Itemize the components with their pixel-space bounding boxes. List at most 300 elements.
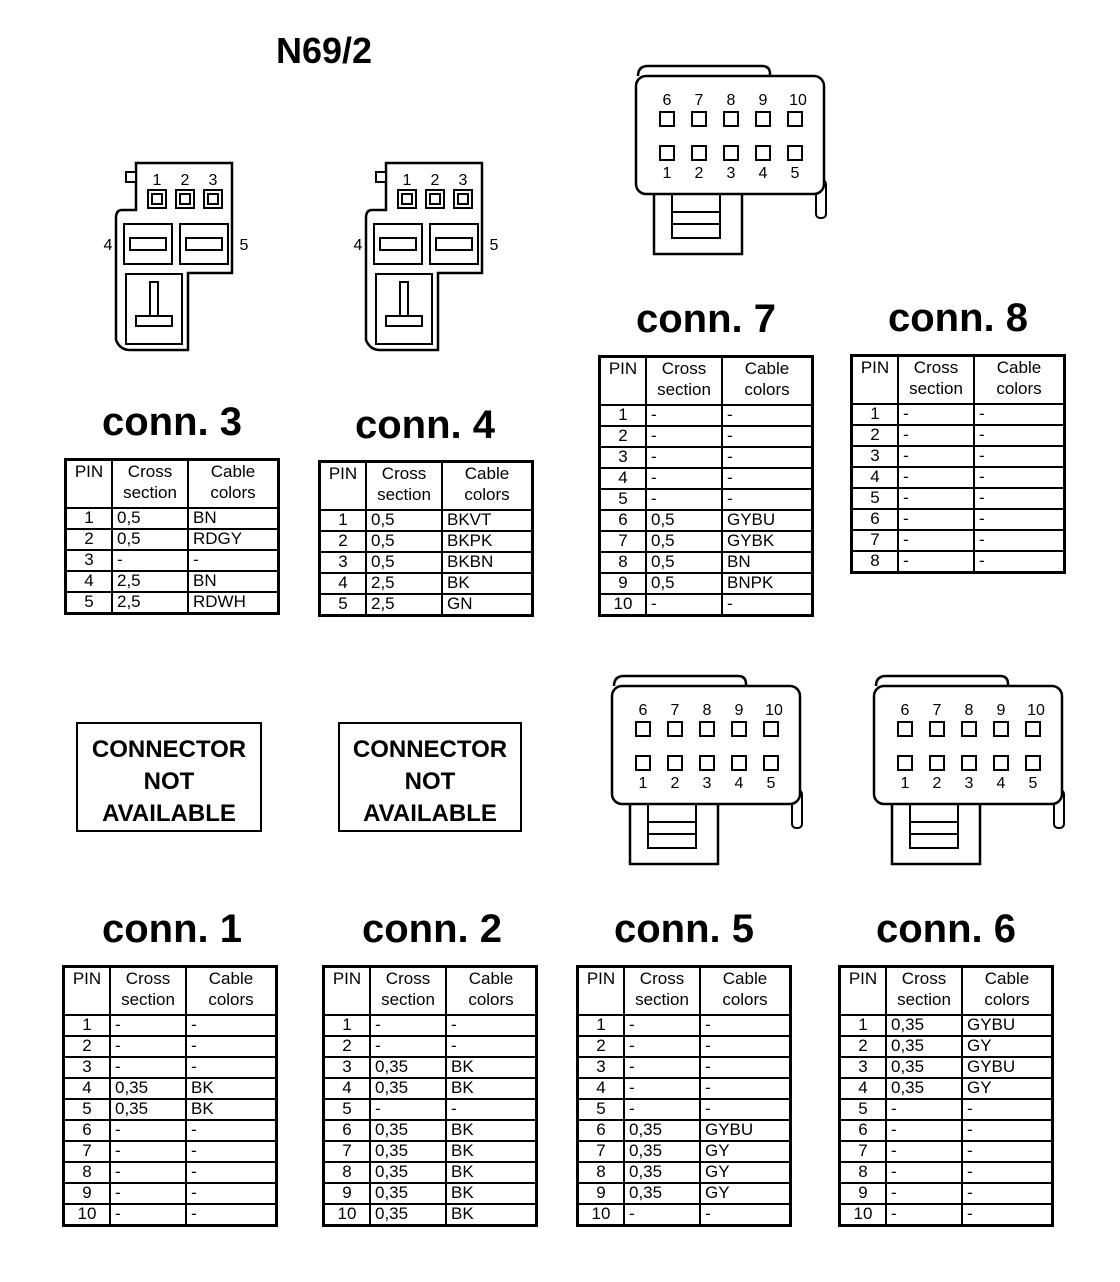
- cable-color-value: -: [962, 1162, 1053, 1183]
- table-header-row: [600, 357, 813, 406]
- connector-6-pin-table: [838, 965, 1054, 1227]
- cable-color-value: GYBU: [962, 1057, 1053, 1078]
- cross-section-value: -: [624, 1204, 700, 1226]
- cross-section-value: 0,35: [624, 1120, 700, 1141]
- pin-label: 2: [694, 165, 704, 182]
- cross-section-value: -: [110, 1036, 186, 1057]
- connector-7-title: conn. 7: [636, 297, 777, 341]
- cable-color-value: BK: [186, 1078, 277, 1099]
- cross-section-value: 0,35: [886, 1078, 962, 1099]
- table-row: [600, 552, 813, 573]
- pin-number: 6: [64, 1120, 111, 1141]
- cable-color-value: -: [186, 1015, 277, 1036]
- cable-color-value: -: [974, 467, 1065, 488]
- table-row: [64, 1099, 277, 1120]
- pin-label: 9: [734, 702, 744, 719]
- table-row: [578, 1015, 791, 1036]
- table-row: [840, 1099, 1053, 1120]
- cross-section-value: -: [624, 1015, 700, 1036]
- header-cross-section: Cross section: [366, 462, 442, 511]
- table-row: [852, 488, 1065, 509]
- table-row: [852, 551, 1065, 573]
- cross-section-value: 0,5: [366, 510, 442, 531]
- pin-number: 2: [66, 529, 113, 550]
- pin-label: 5: [790, 165, 800, 182]
- connector-3-pin-table: [64, 458, 280, 615]
- pin-number: 4: [840, 1078, 887, 1099]
- not-available-line: CONNECTOR: [91, 736, 247, 763]
- pin-label: 10: [765, 702, 783, 719]
- table-header-row: [578, 967, 791, 1016]
- cross-section-value: 0,35: [370, 1183, 446, 1204]
- pin-number: 6: [600, 510, 647, 531]
- cross-section-value: -: [898, 530, 974, 551]
- cross-section-value: -: [624, 1099, 700, 1120]
- cable-color-value: -: [186, 1036, 277, 1057]
- not-available-line: NOT: [404, 768, 456, 795]
- cross-section-value: 0,35: [370, 1141, 446, 1162]
- header-pin: PIN: [600, 357, 647, 406]
- cable-color-value: -: [722, 426, 813, 447]
- table-row: [578, 1078, 791, 1099]
- cable-color-value: BK: [446, 1057, 537, 1078]
- table-row: [64, 1015, 277, 1036]
- pin-number: 5: [578, 1099, 625, 1120]
- pin-number: 1: [324, 1015, 371, 1036]
- connector-1-title: conn. 1: [102, 907, 243, 951]
- cable-color-value: RDGY: [188, 529, 279, 550]
- table-row: [320, 531, 533, 552]
- connector-1-not-available: [76, 722, 262, 832]
- table-row: [840, 1162, 1053, 1183]
- cable-color-value: -: [186, 1183, 277, 1204]
- cross-section-value: 0,5: [112, 529, 188, 550]
- cable-color-value: GN: [442, 594, 533, 616]
- cross-section-value: 0,35: [624, 1141, 700, 1162]
- pin-number: 1: [600, 405, 647, 426]
- connector-2-pin-table: [322, 965, 538, 1227]
- cross-section-value: 0,5: [646, 531, 722, 552]
- pin-number: 9: [840, 1183, 887, 1204]
- pin-number: 10: [64, 1204, 111, 1226]
- cross-section-value: 0,5: [646, 552, 722, 573]
- not-available-line: NOT: [143, 768, 195, 795]
- table-row: [320, 594, 533, 616]
- connector-4-title: conn. 4: [355, 403, 496, 447]
- cable-color-value: -: [700, 1057, 791, 1078]
- cable-color-value: -: [700, 1015, 791, 1036]
- pin-number: 4: [64, 1078, 111, 1099]
- cross-section-value: 0,5: [646, 573, 722, 594]
- pin-label: 4: [103, 237, 113, 254]
- header-pin: PIN: [320, 462, 367, 511]
- cable-color-value: BK: [186, 1099, 277, 1120]
- cross-section-value: 0,35: [110, 1078, 186, 1099]
- header-pin: PIN: [64, 967, 111, 1016]
- cross-section-value: -: [646, 405, 722, 426]
- table-row: [324, 1183, 537, 1204]
- table-row: [324, 1099, 537, 1120]
- pin-label: 2: [430, 172, 440, 189]
- pin-number: 7: [578, 1141, 625, 1162]
- cable-color-value: GY: [962, 1078, 1053, 1099]
- cross-section-value: -: [898, 551, 974, 573]
- pin-number: 10: [578, 1204, 625, 1226]
- cable-color-value: GYBU: [962, 1015, 1053, 1036]
- table-row: [840, 1141, 1053, 1162]
- pin-number: 3: [64, 1057, 111, 1078]
- table-row: [600, 489, 813, 510]
- pin-number: 3: [840, 1057, 887, 1078]
- pin-number: 7: [852, 530, 899, 551]
- connector-2-title: conn. 2: [362, 907, 503, 951]
- pin-number: 7: [600, 531, 647, 552]
- pin-number: 5: [66, 592, 113, 614]
- pin-label: 4: [734, 775, 744, 792]
- table-row: [66, 571, 279, 592]
- cross-section-value: -: [898, 425, 974, 446]
- pin-label: 8: [702, 702, 712, 719]
- cable-color-value: -: [186, 1162, 277, 1183]
- cross-section-value: -: [886, 1120, 962, 1141]
- not-available-line: AVAILABLE: [363, 800, 497, 827]
- table-header-row: [64, 967, 277, 1016]
- cable-color-value: -: [700, 1036, 791, 1057]
- pin-number: 3: [66, 550, 113, 571]
- header-cable-colors: Cable colors: [962, 967, 1053, 1016]
- table-row: [64, 1036, 277, 1057]
- cable-color-value: -: [188, 550, 279, 571]
- cross-section-value: 0,35: [886, 1036, 962, 1057]
- connector-7-drawing: [634, 62, 834, 262]
- cross-section-value: 0,35: [624, 1183, 700, 1204]
- header-cross-section: Cross section: [110, 967, 186, 1016]
- header-cable-colors: Cable colors: [188, 460, 279, 509]
- cross-section-value: 0,5: [646, 510, 722, 531]
- cable-color-value: BK: [446, 1183, 537, 1204]
- cross-section-value: 0,35: [370, 1120, 446, 1141]
- table-row: [64, 1120, 277, 1141]
- table-row: [600, 447, 813, 468]
- header-cross-section: Cross section: [370, 967, 446, 1016]
- connector-8-pin-table: [850, 354, 1066, 574]
- cross-section-value: 0,5: [112, 508, 188, 529]
- cross-section-value: -: [110, 1057, 186, 1078]
- table-header-row: [66, 460, 279, 509]
- pin-label: 7: [694, 92, 704, 109]
- cable-color-value: -: [186, 1141, 277, 1162]
- cable-color-value: GYBU: [700, 1120, 791, 1141]
- cable-color-value: -: [446, 1015, 537, 1036]
- cross-section-value: 2,5: [366, 594, 442, 616]
- pin-number: 9: [324, 1183, 371, 1204]
- cable-color-value: BK: [442, 573, 533, 594]
- cable-color-value: BN: [188, 571, 279, 592]
- table-row: [578, 1183, 791, 1204]
- table-row: [64, 1057, 277, 1078]
- connector-5-drawing: [610, 672, 810, 872]
- table-row: [324, 1057, 537, 1078]
- cable-color-value: BK: [446, 1078, 537, 1099]
- pin-number: 2: [578, 1036, 625, 1057]
- cable-color-value: RDWH: [188, 592, 279, 614]
- cable-color-value: -: [974, 551, 1065, 573]
- pin-number: 4: [320, 573, 367, 594]
- header-cross-section: Cross section: [624, 967, 700, 1016]
- connector-6-title: conn. 6: [876, 907, 1017, 951]
- cross-section-value: 0,5: [366, 531, 442, 552]
- cross-section-value: -: [886, 1141, 962, 1162]
- not-available-line: AVAILABLE: [102, 800, 236, 827]
- pin-number: 1: [64, 1015, 111, 1036]
- table-header-row: [324, 967, 537, 1016]
- cross-section-value: 2,5: [112, 592, 188, 614]
- pin-number: 1: [320, 510, 367, 531]
- pin-number: 1: [66, 508, 113, 529]
- cable-color-value: BKVT: [442, 510, 533, 531]
- cross-section-value: -: [624, 1036, 700, 1057]
- table-row: [320, 552, 533, 573]
- header-cable-colors: Cable colors: [186, 967, 277, 1016]
- table-row: [852, 404, 1065, 425]
- cable-color-value: BN: [722, 552, 813, 573]
- pin-label: 2: [180, 172, 190, 189]
- cross-section-value: -: [370, 1099, 446, 1120]
- connector-5-pin-table: [576, 965, 792, 1227]
- cross-section-value: -: [370, 1036, 446, 1057]
- cable-color-value: GY: [962, 1036, 1053, 1057]
- pin-label: 4: [758, 165, 768, 182]
- table-row: [600, 468, 813, 489]
- cable-color-value: BKBN: [442, 552, 533, 573]
- pin-number: 1: [578, 1015, 625, 1036]
- pin-number: 9: [578, 1183, 625, 1204]
- connector-1-pin-table: [62, 965, 278, 1227]
- pin-number: 1: [852, 404, 899, 425]
- table-row: [64, 1183, 277, 1204]
- table-row: [64, 1204, 277, 1226]
- connector-8-title: conn. 8: [888, 296, 1029, 340]
- cable-color-value: -: [722, 489, 813, 510]
- cross-section-value: -: [646, 447, 722, 468]
- pin-number: 4: [578, 1078, 625, 1099]
- pin-label: 3: [964, 775, 974, 792]
- cross-section-value: -: [110, 1141, 186, 1162]
- cable-color-value: -: [700, 1099, 791, 1120]
- cable-color-value: -: [722, 468, 813, 489]
- table-row: [840, 1015, 1053, 1036]
- cross-section-value: -: [898, 488, 974, 509]
- pin-label: 3: [458, 172, 468, 189]
- cross-section-value: 0,35: [886, 1015, 962, 1036]
- cross-section-value: 0,35: [624, 1162, 700, 1183]
- table-row: [64, 1162, 277, 1183]
- table-row: [600, 510, 813, 531]
- table-row: [578, 1162, 791, 1183]
- pin-label: 2: [670, 775, 680, 792]
- table-row: [320, 510, 533, 531]
- table-row: [324, 1141, 537, 1162]
- table-row: [324, 1162, 537, 1183]
- pin-number: 4: [66, 571, 113, 592]
- pin-number: 2: [600, 426, 647, 447]
- pin-number: 8: [324, 1162, 371, 1183]
- pin-label: 1: [900, 775, 910, 792]
- cable-color-value: -: [186, 1204, 277, 1226]
- connector-3-title: conn. 3: [102, 400, 243, 444]
- pin-label: 7: [932, 702, 942, 719]
- pin-number: 3: [324, 1057, 371, 1078]
- connector-2-not-available: [338, 722, 522, 832]
- pin-number: 6: [840, 1120, 887, 1141]
- table-row: [600, 594, 813, 616]
- pin-number: 8: [840, 1162, 887, 1183]
- cross-section-value: -: [898, 467, 974, 488]
- connector-6-drawing: [872, 672, 1072, 872]
- cross-section-value: -: [646, 594, 722, 616]
- table-row: [840, 1036, 1053, 1057]
- cable-color-value: BN: [188, 508, 279, 529]
- pin-label: 3: [702, 775, 712, 792]
- pin-label: 3: [208, 172, 218, 189]
- pin-number: 6: [852, 509, 899, 530]
- pin-number: 10: [324, 1204, 371, 1226]
- pin-number: 5: [324, 1099, 371, 1120]
- table-row: [578, 1141, 791, 1162]
- cable-color-value: BK: [446, 1120, 537, 1141]
- cross-section-value: 0,35: [886, 1057, 962, 1078]
- cross-section-value: -: [886, 1204, 962, 1226]
- connector-7-pin-table: [598, 355, 814, 617]
- cross-section-value: -: [624, 1078, 700, 1099]
- cross-section-value: -: [898, 509, 974, 530]
- table-row: [852, 425, 1065, 446]
- table-row: [578, 1099, 791, 1120]
- header-cross-section: Cross section: [898, 356, 974, 405]
- table-row: [324, 1078, 537, 1099]
- header-pin: PIN: [66, 460, 113, 509]
- header-cross-section: Cross section: [112, 460, 188, 509]
- pin-number: 3: [578, 1057, 625, 1078]
- pin-label: 8: [726, 92, 736, 109]
- cross-section-value: 0,35: [370, 1078, 446, 1099]
- pin-label: 10: [1027, 702, 1045, 719]
- page-title: N69/2: [276, 30, 373, 71]
- pin-label: 5: [1028, 775, 1038, 792]
- pin-number: 9: [600, 573, 647, 594]
- cross-section-value: 0,35: [370, 1162, 446, 1183]
- cable-color-value: -: [446, 1036, 537, 1057]
- cable-color-value: -: [974, 446, 1065, 467]
- header-pin: PIN: [578, 967, 625, 1016]
- pin-number: 4: [324, 1078, 371, 1099]
- cable-color-value: -: [974, 488, 1065, 509]
- pin-number: 8: [600, 552, 647, 573]
- table-row: [324, 1036, 537, 1057]
- cross-section-value: 2,5: [366, 573, 442, 594]
- pin-number: 2: [324, 1036, 371, 1057]
- pin-label: 5: [766, 775, 776, 792]
- pin-label: 1: [152, 172, 162, 189]
- cross-section-value: -: [112, 550, 188, 571]
- cable-color-value: -: [962, 1099, 1053, 1120]
- cable-color-value: -: [962, 1120, 1053, 1141]
- cable-color-value: -: [962, 1141, 1053, 1162]
- table-row: [840, 1204, 1053, 1226]
- cable-color-value: -: [974, 425, 1065, 446]
- cable-color-value: GY: [700, 1162, 791, 1183]
- pin-label: 3: [726, 165, 736, 182]
- cross-section-value: -: [110, 1015, 186, 1036]
- pin-number: 8: [578, 1162, 625, 1183]
- pin-label: 5: [239, 237, 249, 254]
- pin-number: 9: [64, 1183, 111, 1204]
- pin-number: 6: [578, 1120, 625, 1141]
- table-row: [600, 405, 813, 426]
- table-row: [600, 531, 813, 552]
- pin-number: 5: [64, 1099, 111, 1120]
- pin-label: 6: [662, 92, 672, 109]
- cross-section-value: -: [110, 1204, 186, 1226]
- header-cable-colors: Cable colors: [442, 462, 533, 511]
- cross-section-value: -: [624, 1057, 700, 1078]
- cable-color-value: -: [962, 1183, 1053, 1204]
- cross-section-value: -: [886, 1099, 962, 1120]
- header-pin: PIN: [852, 356, 899, 405]
- table-row: [66, 550, 279, 571]
- cross-section-value: 0,35: [370, 1204, 446, 1226]
- pin-number: 10: [840, 1204, 887, 1226]
- table-row: [578, 1057, 791, 1078]
- connector-4-drawing: [350, 160, 500, 360]
- table-row: [600, 426, 813, 447]
- cable-color-value: -: [974, 530, 1065, 551]
- connector-4-pin-table: [318, 460, 534, 617]
- cable-color-value: -: [700, 1204, 791, 1226]
- table-header-row: [840, 967, 1053, 1016]
- cross-section-value: -: [646, 426, 722, 447]
- cable-color-value: -: [186, 1120, 277, 1141]
- cross-section-value: -: [110, 1183, 186, 1204]
- pin-number: 2: [320, 531, 367, 552]
- header-pin: PIN: [840, 967, 887, 1016]
- pin-number: 7: [64, 1141, 111, 1162]
- table-row: [324, 1120, 537, 1141]
- table-row: [852, 530, 1065, 551]
- pin-number: 5: [852, 488, 899, 509]
- pin-number: 4: [852, 467, 899, 488]
- header-cross-section: Cross section: [646, 357, 722, 406]
- cable-color-value: GYBU: [722, 510, 813, 531]
- table-row: [578, 1204, 791, 1226]
- cable-color-value: GYBK: [722, 531, 813, 552]
- cable-color-value: -: [186, 1057, 277, 1078]
- cross-section-value: 2,5: [112, 571, 188, 592]
- header-cable-colors: Cable colors: [974, 356, 1065, 405]
- table-row: [840, 1078, 1053, 1099]
- cross-section-value: -: [886, 1162, 962, 1183]
- pin-number: 5: [600, 489, 647, 510]
- table-row: [840, 1120, 1053, 1141]
- pin-number: 2: [852, 425, 899, 446]
- table-row: [64, 1078, 277, 1099]
- pin-label: 9: [996, 702, 1006, 719]
- cable-color-value: BK: [446, 1162, 537, 1183]
- pin-label: 5: [489, 237, 499, 254]
- table-row: [64, 1141, 277, 1162]
- cross-section-value: -: [370, 1015, 446, 1036]
- pin-number: 2: [64, 1036, 111, 1057]
